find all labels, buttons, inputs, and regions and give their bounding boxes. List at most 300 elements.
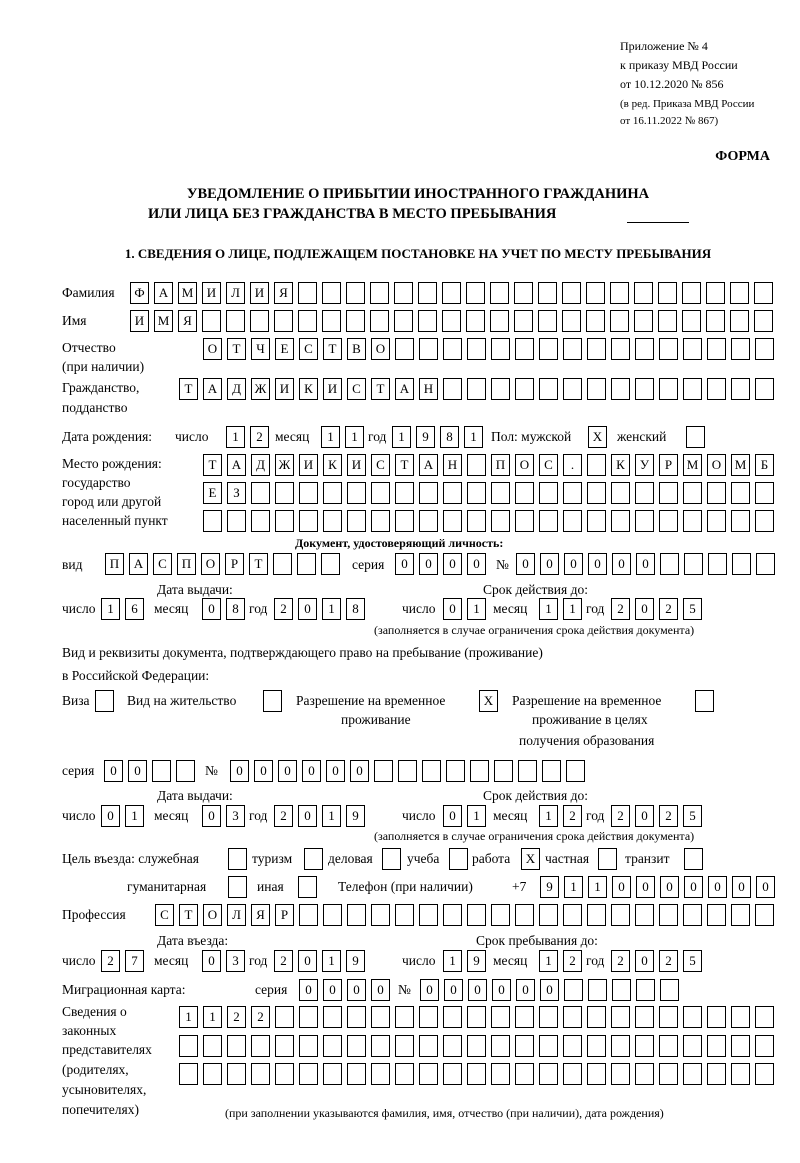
surname-cell[interactable]: И [250,282,269,304]
reps-line1-cell[interactable] [371,1006,390,1028]
reps-line2-cell[interactable] [203,1035,222,1057]
profession-cell[interactable] [515,904,534,926]
birthplace-line1-cell[interactable]: М [731,454,750,476]
reps-line2-cell[interactable] [515,1035,534,1057]
birthplace-line3-cell[interactable] [611,510,630,532]
birthplace-line2-cell[interactable] [395,482,414,504]
reps-line3-cell[interactable] [347,1063,366,1085]
permit-number-cell[interactable] [518,760,537,782]
purpose-humanitarian-checkbox[interactable] [228,876,247,898]
citizenship-cell[interactable]: Ж [251,378,270,400]
reps-line2-cell[interactable] [755,1035,774,1057]
reps-line2-cell[interactable] [227,1035,246,1057]
id-type-cell[interactable] [297,553,316,575]
patronymic-cell[interactable]: Ч [251,338,270,360]
id-valid-day-cell[interactable]: 0 [443,598,462,620]
id-series-cell[interactable]: 0 [467,553,486,575]
name-cell[interactable] [418,310,437,332]
permit-issue-day-cell[interactable]: 0 [101,805,120,827]
migration-number-cell[interactable]: 0 [516,979,535,1001]
permit-valid-year-cell[interactable]: 2 [611,805,630,827]
purpose-study-checkbox[interactable] [449,848,468,870]
reps-line1-cell[interactable] [323,1006,342,1028]
patronymic-cell[interactable]: С [299,338,318,360]
birthplace-line2-cell[interactable] [707,482,726,504]
id-issue-year-cell[interactable]: 1 [322,598,341,620]
birth-day-cell[interactable]: 1 [226,426,245,448]
birthplace-line1-cell[interactable]: И [299,454,318,476]
reps-line2-cell[interactable] [467,1035,486,1057]
id-valid-year-cell[interactable]: 2 [611,598,630,620]
phone-cell[interactable]: 1 [564,876,583,898]
permit-number-cell[interactable] [470,760,489,782]
citizenship-cell[interactable] [755,378,774,400]
name-cell[interactable] [490,310,509,332]
purpose-work-checkbox[interactable]: X [521,848,540,870]
name-cell[interactable]: И [130,310,149,332]
patronymic-cell[interactable]: Е [275,338,294,360]
reps-line1-cell[interactable]: 2 [251,1006,270,1028]
birthplace-line3-cell[interactable] [635,510,654,532]
permit-number-cell[interactable] [566,760,585,782]
patronymic-cell[interactable] [443,338,462,360]
entry-year-cell[interactable]: 2 [274,950,293,972]
name-cell[interactable] [538,310,557,332]
migration-number-cell[interactable] [612,979,631,1001]
permit-number-cell[interactable]: 0 [230,760,249,782]
stay-day-cell[interactable]: 1 [443,950,462,972]
patronymic-cell[interactable]: О [203,338,222,360]
profession-cell[interactable] [395,904,414,926]
birthplace-line1-cell[interactable]: М [683,454,702,476]
citizenship-cell[interactable]: Д [227,378,246,400]
sex-male-checkbox[interactable]: X [588,426,607,448]
surname-cell[interactable]: А [154,282,173,304]
permit-trp-edu-checkbox[interactable] [695,690,714,712]
birthplace-line3-cell[interactable] [515,510,534,532]
birthplace-line1-cell[interactable]: . [563,454,582,476]
birthplace-line2-cell[interactable] [491,482,510,504]
birthplace-line3-cell[interactable] [395,510,414,532]
id-series-cell[interactable]: 0 [419,553,438,575]
migration-series-cell[interactable]: 0 [323,979,342,1001]
name-cell[interactable] [658,310,677,332]
id-type-cell[interactable]: С [153,553,172,575]
entry-day-cell[interactable]: 7 [125,950,144,972]
birthplace-line1-cell[interactable] [587,454,606,476]
birth-year-cell[interactable]: 1 [464,426,483,448]
phone-cell[interactable]: 0 [756,876,775,898]
migration-number-cell[interactable]: 0 [492,979,511,1001]
reps-line3-cell[interactable] [203,1063,222,1085]
patronymic-cell[interactable] [419,338,438,360]
reps-line1-cell[interactable] [347,1006,366,1028]
reps-line3-cell[interactable] [251,1063,270,1085]
reps-line2-cell[interactable] [275,1035,294,1057]
stay-year-cell[interactable]: 2 [611,950,630,972]
profession-cell[interactable] [419,904,438,926]
citizenship-cell[interactable] [563,378,582,400]
permit-series-cell[interactable] [152,760,171,782]
reps-line3-cell[interactable] [395,1063,414,1085]
id-number-cell[interactable]: 0 [588,553,607,575]
reps-line2-cell[interactable] [491,1035,510,1057]
migration-number-cell[interactable]: 0 [444,979,463,1001]
profession-cell[interactable] [443,904,462,926]
birthplace-line3-cell[interactable] [227,510,246,532]
surname-cell[interactable] [370,282,389,304]
patronymic-cell[interactable] [731,338,750,360]
birthplace-line2-cell[interactable]: Е [203,482,222,504]
entry-year-cell[interactable]: 9 [346,950,365,972]
birthplace-line1-cell[interactable]: У [635,454,654,476]
id-number-cell[interactable]: 0 [636,553,655,575]
birthplace-line3-cell[interactable] [539,510,558,532]
surname-cell[interactable] [346,282,365,304]
name-cell[interactable] [634,310,653,332]
birth-year-cell[interactable]: 1 [392,426,411,448]
name-cell[interactable] [346,310,365,332]
birthplace-line2-cell[interactable] [731,482,750,504]
birthplace-line2-cell[interactable] [611,482,630,504]
reps-line1-cell[interactable] [635,1006,654,1028]
citizenship-cell[interactable]: Н [419,378,438,400]
reps-line1-cell[interactable] [587,1006,606,1028]
name-cell[interactable] [586,310,605,332]
permit-valid-year-cell[interactable]: 2 [659,805,678,827]
name-cell[interactable] [562,310,581,332]
id-issue-year-cell[interactable]: 0 [298,598,317,620]
reps-line2-cell[interactable] [323,1035,342,1057]
permit-issue-year-cell[interactable]: 1 [322,805,341,827]
phone-cell[interactable]: 0 [660,876,679,898]
reps-line3-cell[interactable] [635,1063,654,1085]
stay-year-cell[interactable]: 0 [635,950,654,972]
purpose-other-checkbox[interactable] [298,876,317,898]
permit-issue-month-cell[interactable]: 0 [202,805,221,827]
patronymic-cell[interactable]: Т [227,338,246,360]
permit-valid-day-cell[interactable]: 1 [467,805,486,827]
reps-line3-cell[interactable] [443,1063,462,1085]
reps-line3-cell[interactable] [275,1063,294,1085]
patronymic-cell[interactable] [707,338,726,360]
permit-number-cell[interactable]: 0 [278,760,297,782]
permit-issue-day-cell[interactable]: 1 [125,805,144,827]
id-issue-day-cell[interactable]: 1 [101,598,120,620]
name-cell[interactable] [274,310,293,332]
profession-cell[interactable]: Р [275,904,294,926]
permit-issue-year-cell[interactable]: 2 [274,805,293,827]
id-issue-month-cell[interactable]: 8 [226,598,245,620]
reps-line3-cell[interactable] [419,1063,438,1085]
citizenship-cell[interactable]: И [275,378,294,400]
permit-residence-checkbox[interactable] [263,690,282,712]
surname-cell[interactable]: Л [226,282,245,304]
patronymic-cell[interactable]: О [371,338,390,360]
phone-cell[interactable]: 0 [636,876,655,898]
profession-cell[interactable] [467,904,486,926]
name-cell[interactable] [394,310,413,332]
name-cell[interactable] [226,310,245,332]
birthplace-line2-cell[interactable] [299,482,318,504]
birthplace-line3-cell[interactable] [659,510,678,532]
birthplace-line1-cell[interactable]: И [347,454,366,476]
reps-line3-cell[interactable] [467,1063,486,1085]
reps-line2-cell[interactable] [419,1035,438,1057]
migration-number-cell[interactable]: 0 [468,979,487,1001]
profession-cell[interactable] [659,904,678,926]
permit-visa-checkbox[interactable] [95,690,114,712]
id-series-cell[interactable]: 0 [443,553,462,575]
name-cell[interactable] [250,310,269,332]
birthplace-line2-cell[interactable] [467,482,486,504]
birthplace-line3-cell[interactable] [323,510,342,532]
purpose-official-checkbox[interactable] [228,848,247,870]
reps-line2-cell[interactable] [587,1035,606,1057]
citizenship-cell[interactable] [731,378,750,400]
phone-cell[interactable]: 1 [588,876,607,898]
reps-line1-cell[interactable] [707,1006,726,1028]
patronymic-cell[interactable] [515,338,534,360]
permit-number-cell[interactable] [398,760,417,782]
permit-number-cell[interactable] [542,760,561,782]
birthplace-line2-cell[interactable] [755,482,774,504]
reps-line3-cell[interactable] [707,1063,726,1085]
reps-line1-cell[interactable] [611,1006,630,1028]
name-cell[interactable] [370,310,389,332]
surname-cell[interactable] [634,282,653,304]
id-type-cell[interactable]: П [105,553,124,575]
reps-line2-cell[interactable] [539,1035,558,1057]
phone-cell[interactable]: 0 [732,876,751,898]
profession-cell[interactable] [299,904,318,926]
id-valid-year-cell[interactable]: 2 [659,598,678,620]
birthplace-line2-cell[interactable] [275,482,294,504]
birthplace-line3-cell[interactable] [275,510,294,532]
reps-line1-cell[interactable] [755,1006,774,1028]
stay-month-cell[interactable]: 1 [539,950,558,972]
surname-cell[interactable] [706,282,725,304]
stay-day-cell[interactable]: 9 [467,950,486,972]
reps-line1-cell[interactable] [299,1006,318,1028]
birthplace-line1-cell[interactable]: О [515,454,534,476]
profession-cell[interactable] [755,904,774,926]
citizenship-cell[interactable] [539,378,558,400]
id-number-cell[interactable] [660,553,679,575]
birthplace-line1-cell[interactable]: Д [251,454,270,476]
name-cell[interactable] [514,310,533,332]
id-type-cell[interactable]: О [201,553,220,575]
permit-number-cell[interactable]: 0 [326,760,345,782]
migration-number-cell[interactable] [588,979,607,1001]
birthplace-line3-cell[interactable] [731,510,750,532]
birth-month-cell[interactable]: 1 [345,426,364,448]
id-issue-year-cell[interactable]: 8 [346,598,365,620]
patronymic-cell[interactable] [467,338,486,360]
reps-line3-cell[interactable] [515,1063,534,1085]
id-number-cell[interactable]: 0 [540,553,559,575]
surname-cell[interactable]: Ф [130,282,149,304]
permit-valid-year-cell[interactable]: 0 [635,805,654,827]
id-valid-day-cell[interactable]: 1 [467,598,486,620]
patronymic-cell[interactable] [635,338,654,360]
surname-cell[interactable] [538,282,557,304]
reps-line2-cell[interactable] [611,1035,630,1057]
migration-number-cell[interactable] [636,979,655,1001]
reps-line3-cell[interactable] [659,1063,678,1085]
birthplace-line2-cell[interactable] [251,482,270,504]
stay-year-cell[interactable]: 5 [683,950,702,972]
citizenship-cell[interactable] [659,378,678,400]
migration-series-cell[interactable]: 0 [371,979,390,1001]
surname-cell[interactable] [610,282,629,304]
patronymic-cell[interactable] [395,338,414,360]
citizenship-cell[interactable] [707,378,726,400]
birthplace-line1-cell[interactable]: О [707,454,726,476]
surname-cell[interactable] [682,282,701,304]
birthplace-line2-cell[interactable] [539,482,558,504]
name-cell[interactable] [298,310,317,332]
profession-cell[interactable] [731,904,750,926]
birthplace-line3-cell[interactable] [443,510,462,532]
citizenship-cell[interactable]: И [323,378,342,400]
profession-cell[interactable]: Я [251,904,270,926]
name-cell[interactable] [730,310,749,332]
reps-line1-cell[interactable] [659,1006,678,1028]
name-cell[interactable] [322,310,341,332]
migration-series-cell[interactable]: 0 [299,979,318,1001]
surname-cell[interactable] [730,282,749,304]
profession-cell[interactable]: С [155,904,174,926]
title-blank-line[interactable] [627,222,689,223]
entry-day-cell[interactable]: 2 [101,950,120,972]
reps-line1-cell[interactable] [467,1006,486,1028]
reps-line1-cell[interactable] [563,1006,582,1028]
birthplace-line2-cell[interactable] [587,482,606,504]
birthplace-line1-cell[interactable]: Ж [275,454,294,476]
birth-day-cell[interactable]: 2 [250,426,269,448]
permit-valid-year-cell[interactable]: 5 [683,805,702,827]
reps-line2-cell[interactable] [707,1035,726,1057]
birthplace-line1-cell[interactable] [467,454,486,476]
birthplace-line2-cell[interactable] [563,482,582,504]
reps-line1-cell[interactable]: 1 [203,1006,222,1028]
profession-cell[interactable] [611,904,630,926]
birthplace-line3-cell[interactable] [371,510,390,532]
birthplace-line3-cell[interactable] [491,510,510,532]
permit-number-cell[interactable] [446,760,465,782]
reps-line3-cell[interactable] [683,1063,702,1085]
migration-number-cell[interactable]: 0 [540,979,559,1001]
id-issue-year-cell[interactable]: 2 [274,598,293,620]
id-type-cell[interactable] [273,553,292,575]
surname-cell[interactable] [394,282,413,304]
name-cell[interactable]: Я [178,310,197,332]
patronymic-cell[interactable] [563,338,582,360]
surname-cell[interactable]: М [178,282,197,304]
name-cell[interactable] [754,310,773,332]
birthplace-line1-cell[interactable]: Т [203,454,222,476]
permit-number-cell[interactable] [374,760,393,782]
permit-series-cell[interactable]: 0 [128,760,147,782]
citizenship-cell[interactable] [443,378,462,400]
citizenship-cell[interactable]: А [395,378,414,400]
surname-cell[interactable] [442,282,461,304]
birthplace-line2-cell[interactable] [443,482,462,504]
name-cell[interactable] [466,310,485,332]
patronymic-cell[interactable] [659,338,678,360]
permit-number-cell[interactable]: 0 [254,760,273,782]
birthplace-line1-cell[interactable]: Н [443,454,462,476]
stay-month-cell[interactable]: 2 [563,950,582,972]
reps-line2-cell[interactable] [683,1035,702,1057]
permit-issue-year-cell[interactable]: 9 [346,805,365,827]
stay-year-cell[interactable]: 2 [659,950,678,972]
surname-cell[interactable]: Я [274,282,293,304]
reps-line3-cell[interactable] [179,1063,198,1085]
reps-line1-cell[interactable] [731,1006,750,1028]
surname-cell[interactable] [322,282,341,304]
birth-month-cell[interactable]: 1 [321,426,340,448]
profession-cell[interactable]: О [203,904,222,926]
profession-cell[interactable] [563,904,582,926]
reps-line2-cell[interactable] [299,1035,318,1057]
id-valid-month-cell[interactable]: 1 [563,598,582,620]
reps-line3-cell[interactable] [611,1063,630,1085]
reps-line1-cell[interactable] [443,1006,462,1028]
citizenship-cell[interactable] [467,378,486,400]
reps-line2-cell[interactable] [563,1035,582,1057]
reps-line3-cell[interactable] [227,1063,246,1085]
reps-line2-cell[interactable] [347,1035,366,1057]
surname-cell[interactable] [298,282,317,304]
permit-valid-month-cell[interactable]: 2 [563,805,582,827]
surname-cell[interactable] [658,282,677,304]
name-cell[interactable] [442,310,461,332]
reps-line1-cell[interactable] [539,1006,558,1028]
profession-cell[interactable] [491,904,510,926]
birthplace-line3-cell[interactable] [203,510,222,532]
id-type-cell[interactable] [321,553,340,575]
surname-cell[interactable] [754,282,773,304]
entry-year-cell[interactable]: 1 [322,950,341,972]
birthplace-line1-cell[interactable]: Р [659,454,678,476]
citizenship-cell[interactable]: Т [371,378,390,400]
permit-series-cell[interactable] [176,760,195,782]
id-issue-day-cell[interactable]: 6 [125,598,144,620]
reps-line3-cell[interactable] [587,1063,606,1085]
patronymic-cell[interactable] [587,338,606,360]
reps-line2-cell[interactable] [251,1035,270,1057]
reps-line3-cell[interactable] [299,1063,318,1085]
sex-female-checkbox[interactable] [686,426,705,448]
profession-cell[interactable] [347,904,366,926]
surname-cell[interactable] [562,282,581,304]
profession-cell[interactable]: Т [179,904,198,926]
birthplace-line3-cell[interactable] [251,510,270,532]
reps-line1-cell[interactable] [491,1006,510,1028]
reps-line3-cell[interactable] [491,1063,510,1085]
permit-valid-day-cell[interactable]: 0 [443,805,462,827]
birthplace-line1-cell[interactable]: К [611,454,630,476]
entry-month-cell[interactable]: 0 [202,950,221,972]
reps-line3-cell[interactable] [323,1063,342,1085]
citizenship-cell[interactable]: Т [179,378,198,400]
surname-cell[interactable] [586,282,605,304]
permit-number-cell[interactable]: 0 [350,760,369,782]
patronymic-cell[interactable] [491,338,510,360]
permit-issue-month-cell[interactable]: 3 [226,805,245,827]
